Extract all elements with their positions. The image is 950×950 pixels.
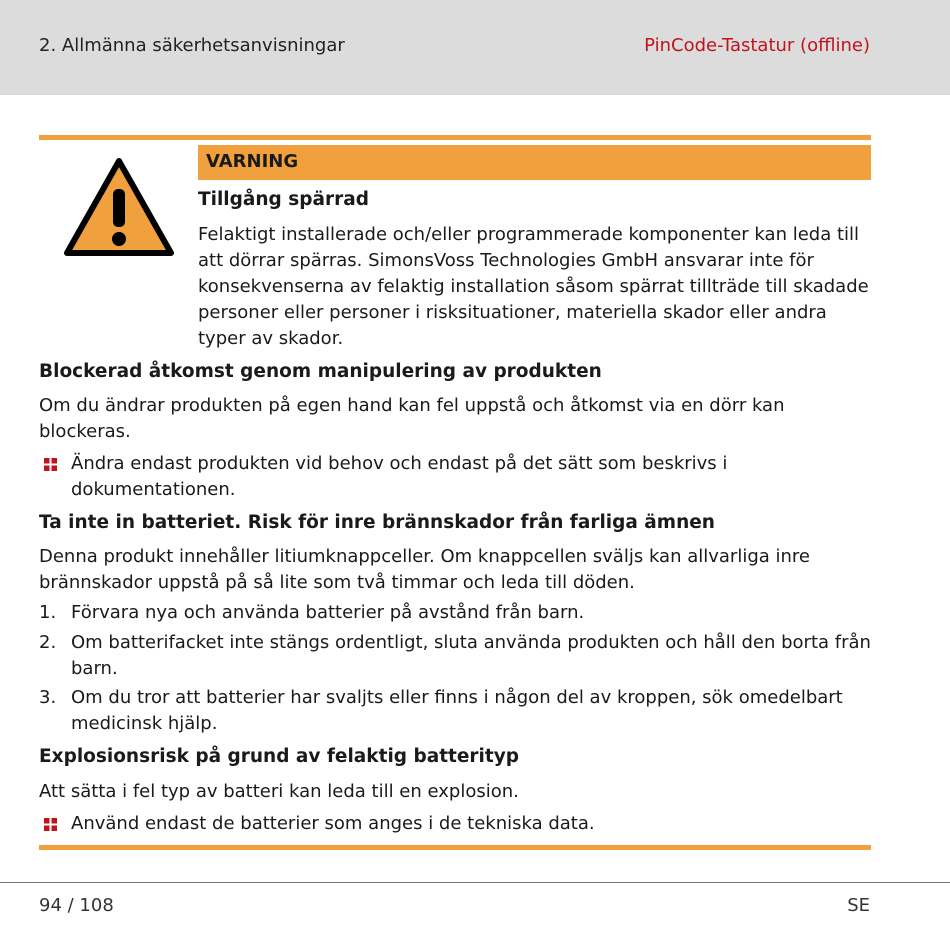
item-text: Förvara nya och använda batterier på avstånd från barn. [71, 602, 585, 623]
item-number: 1. [39, 602, 57, 623]
warning-label-bar [198, 145, 871, 180]
warning-label: VARNING [206, 151, 299, 172]
warning-triangle-icon [63, 157, 175, 257]
section-heading: Blockerad åtkomst genom manipulering av produkten [39, 361, 602, 382]
warning-bottom-rule [39, 845, 871, 850]
numbered-item [39, 630, 874, 682]
item-number: 3. [39, 687, 57, 708]
page-header [0, 0, 950, 95]
bullet-item [39, 811, 874, 837]
section-title: 2. Allmänna säkerhetsanvisningar [39, 35, 345, 56]
red-square-bullet-icon [44, 458, 57, 471]
section-text: Att sätta i fel typ av batteri kan leda till en explosion. [39, 781, 519, 802]
warning-top-rule [39, 135, 871, 140]
section-text: Om du ändrar produkten på egen hand kan fel uppstå och åtkomst via en dörr kan blockeras. [39, 395, 785, 442]
item-text: Om du tror att batterier har svaljts eller finns i någon del av kroppen, sök omedelbart medicinsk hjälp. [71, 687, 843, 734]
bullet-item [39, 451, 874, 503]
warning-body: Felaktigt installerade och/eller programmerade komponenter kan leda till att dörrar spärras. SimonsVoss Technologies GmbH ansvarar inte för konsekvenserna av felaktig installation såsom spärrat tillträde till skadade personer eller personer i risksituationer, materiella skador eller andra typer av skador. [198, 224, 869, 349]
item-number: 2. [39, 632, 57, 653]
bullet-text: Använd endast de batterier som anges i de tekniska data. [71, 813, 595, 834]
section-text: Denna produkt innehåller litiumknappceller. Om knappcellen sväljs kan allvarliga inre brännskador uppstå på så lite som två timmar och leda till döden. [39, 546, 810, 593]
numbered-item [39, 685, 874, 737]
item-text: Om batterifacket inte stängs ordentligt, sluta använda produkten och håll den borta från barn. [71, 632, 871, 679]
warning-title: Tillgång spärrad [198, 189, 369, 210]
product-title: PinCode-Tastatur (offline) [644, 35, 870, 56]
page-number: 94 / 108 [39, 895, 114, 916]
numbered-item [39, 600, 874, 626]
footer-divider [0, 882, 950, 883]
red-square-bullet-icon [44, 818, 57, 831]
section-heading: Ta inte in batteriet. Risk för inre brännskador från farliga ämnen [39, 512, 715, 533]
section-heading: Explosionsrisk på grund av felaktig batterityp [39, 746, 520, 767]
bullet-text: Ändra endast produkten vid behov och endast på det sätt som beskrivs i dokumentationen. [71, 453, 728, 500]
language-code: SE [847, 895, 870, 916]
